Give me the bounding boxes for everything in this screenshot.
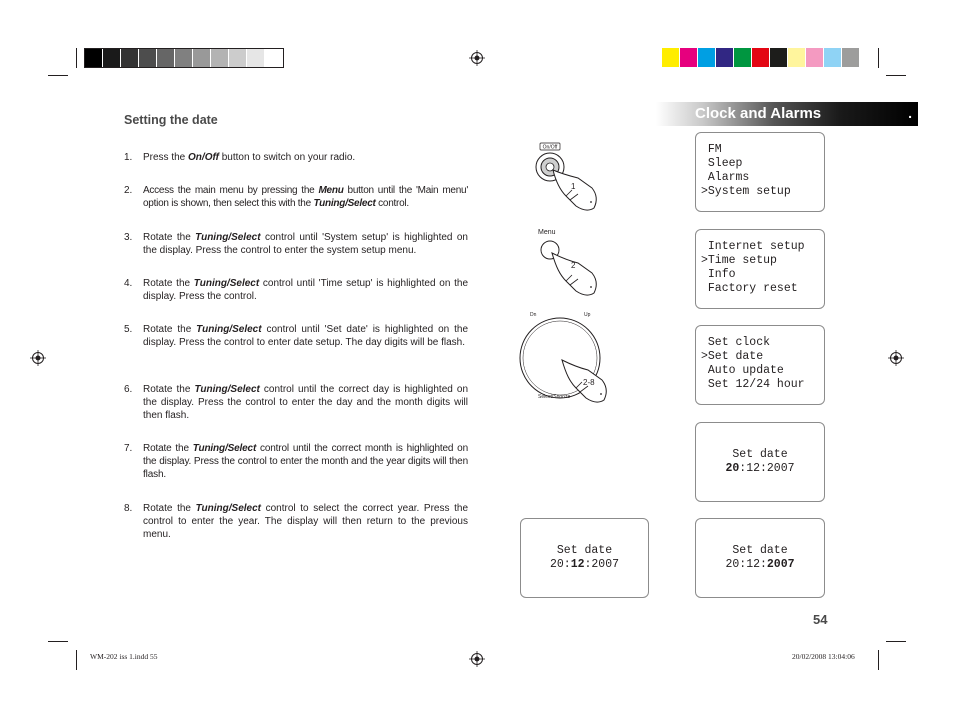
knob-up-label: Up <box>584 312 591 318</box>
lcd-display-set-year <box>695 518 825 598</box>
color-swatch <box>211 49 229 67</box>
onoff-label: On/Off <box>542 144 558 151</box>
color-swatch <box>824 48 842 67</box>
color-swatch <box>265 49 283 67</box>
step-number: 6. <box>124 384 133 395</box>
step-number: 3. <box>124 232 133 243</box>
step-number: 7. <box>124 443 133 454</box>
registration-mark-icon <box>30 350 46 366</box>
crop-mark <box>878 650 879 670</box>
knob-step-number: 2-8 <box>583 378 595 387</box>
step-text: Rotate the Tuning/Select control until the correct month is highlighted on the display. Press the control to enter the month and the year digits will then flash. <box>143 443 468 480</box>
page-title: Setting the date <box>124 113 218 127</box>
color-swatch <box>806 48 824 67</box>
color-swatch <box>139 49 157 67</box>
lcd-line: >System setup <box>701 185 791 198</box>
lcd-line: Set clock <box>701 336 771 349</box>
step-number: 2. <box>124 185 133 196</box>
color-swatch <box>680 48 698 67</box>
color-swatch <box>662 48 680 67</box>
lcd-display-time-setup <box>695 325 825 405</box>
step-text: Press the On/Off button to switch on your radio. <box>143 152 356 163</box>
step-text: Rotate the Tuning/Select control until the correct day is highlighted on the display. Press the control to enter the day and the month digits will then flash. <box>143 384 469 421</box>
lcd-line: Factory reset <box>701 282 798 295</box>
menu-label: Menu <box>538 229 556 236</box>
crop-mark <box>48 75 68 76</box>
color-swatch <box>770 48 788 67</box>
lcd-title: Set date <box>732 448 788 461</box>
color-swatch <box>175 49 193 67</box>
lcd-line: Info <box>701 268 736 281</box>
lcd-line: FM <box>701 143 722 156</box>
step-text: Access the main menu by pressing the Menu button until the 'Main menu' option is shown, then select this with the Tuning/Select control. <box>143 185 468 209</box>
color-swatch <box>698 48 716 67</box>
step-number: 8. <box>124 503 133 514</box>
menu-step-number: 2 <box>571 261 576 270</box>
color-swatch <box>85 49 103 67</box>
lcd-display-set-month <box>520 518 649 598</box>
crop-mark <box>76 48 77 68</box>
registration-mark-icon <box>469 50 485 66</box>
lcd-line: Sleep <box>701 157 743 170</box>
color-swatch <box>788 48 806 67</box>
footer-timestamp: 20/02/2008 13:04:06 <box>792 652 855 661</box>
lcd-date: 20:12:2007 <box>725 462 795 475</box>
crop-mark <box>886 75 906 76</box>
lcd-line: >Time setup <box>701 254 777 267</box>
footer-file-info: WM-202 iss 1.indd 55 <box>90 652 158 661</box>
crop-mark <box>48 641 68 642</box>
lcd-date: 20:12:2007 <box>725 558 795 571</box>
step-number: 4. <box>124 278 133 289</box>
lcd-date: 20:12:2007 <box>549 558 620 571</box>
step-text: Rotate the Tuning/Select control until 'Time setup' is highlighted on the display. Press the control. <box>143 278 469 302</box>
grey-calibration-bar <box>84 48 284 68</box>
lcd-line: Set 12/24 hour <box>701 378 805 391</box>
step-text: Rotate the Tuning/Select control to select the correct year. Press the control to enter the year. The display will then return to the previous menu. <box>143 503 469 540</box>
color-swatch <box>103 49 121 67</box>
knob-select-label: Select/Snooze <box>538 394 571 400</box>
onoff-step-number: 1 <box>571 182 576 191</box>
color-swatch <box>734 48 752 67</box>
registration-mark-icon <box>888 350 904 366</box>
page-number: 54 <box>813 612 828 627</box>
color-swatch <box>716 48 734 67</box>
select-knob-illustration <box>518 308 618 408</box>
step-text: Rotate the Tuning/Select control until 'System setup' is highlighted on the display. Press the control to enter the system setup menu. <box>143 232 468 256</box>
step-text: Rotate the Tuning/Select control until 'Set date' is highlighted on the display. Press the control to enter date setup. The day digits will be flash. <box>143 324 469 348</box>
section-header-title: Clock and Alarms <box>695 105 822 122</box>
onoff-button-illustration <box>520 140 610 215</box>
crop-mark <box>886 641 906 642</box>
section-header-dot: . <box>908 105 912 121</box>
color-swatch <box>229 49 247 67</box>
color-swatch <box>247 49 265 67</box>
crop-mark <box>76 650 77 670</box>
section-header-bar <box>656 102 918 126</box>
lcd-display-main-menu <box>695 132 825 212</box>
color-swatch <box>157 49 175 67</box>
step-number: 1. <box>124 152 133 163</box>
color-calibration-bar <box>662 48 860 67</box>
registration-mark-icon <box>469 651 485 667</box>
step-number: 5. <box>124 324 133 335</box>
lcd-title: Set date <box>732 544 788 557</box>
crop-mark <box>878 48 879 68</box>
lcd-line: Internet setup <box>701 240 805 253</box>
color-swatch <box>842 48 860 67</box>
lcd-line: Auto update <box>701 364 784 377</box>
color-swatch <box>121 49 139 67</box>
lcd-line: >Set date <box>701 350 764 363</box>
menu-button-illustration <box>520 225 610 300</box>
lcd-line: Alarms <box>701 171 750 184</box>
lcd-display-set-day <box>695 422 825 502</box>
lcd-title: Set date <box>556 544 613 557</box>
color-swatch <box>193 49 211 67</box>
lcd-display-system-setup <box>695 229 825 309</box>
color-swatch <box>752 48 770 67</box>
knob-dn-label: Dn <box>530 312 537 318</box>
